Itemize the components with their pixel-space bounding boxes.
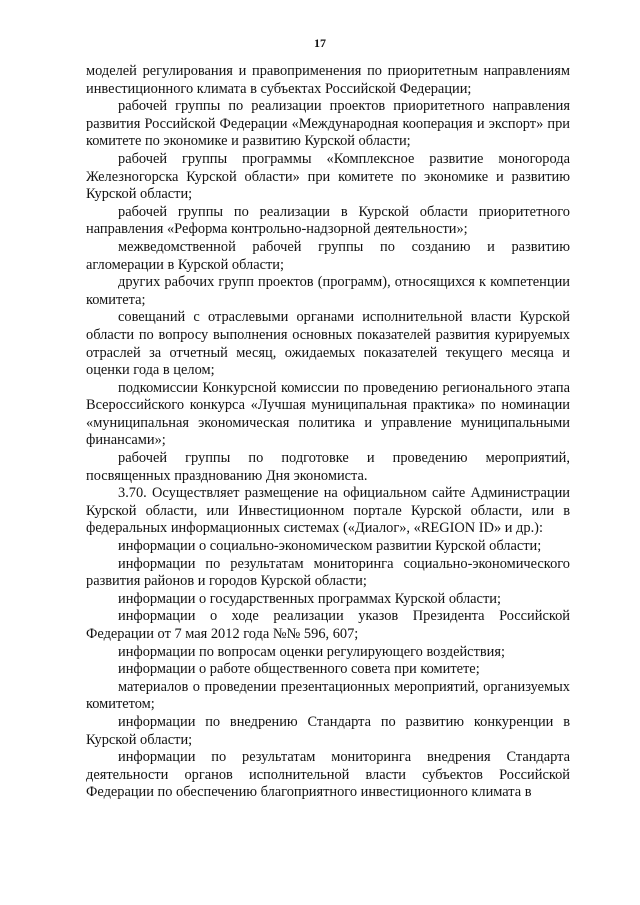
paragraph: информации о ходе реализации указов Президента Российской Федерации от 7 мая 2012 года №№ 596, 607; (86, 608, 570, 642)
paragraph: рабочей группы по реализации проектов приоритетного направления развития Российской Федерации «Международная кооперация и экспорт» при комитете по экономике и развитию Курской области; (86, 98, 570, 150)
paragraph: других рабочих групп проектов (программ), относящихся к компетенции комитета; (86, 274, 570, 308)
paragraph: моделей регулирования и правоприменения по приоритетным направлениям инвестиционного климата в субъектах Российской Федерации; (86, 63, 570, 97)
paragraph: информации о работе общественного совета при комитете; (118, 661, 480, 678)
page-number: 17 (314, 36, 326, 50)
paragraph: 3.70. Осуществляет размещение на официальном сайте Администрации Курской области, или Инвестиционном портале Курской области, или в федеральных информационных системах («Диалог», «REGION ID» и др.): (86, 485, 570, 537)
paragraph: информации по вопросам оценки регулирующего воздействия; (118, 643, 505, 660)
paragraph: рабочей группы программы «Комплексное развитие моногорода Железногорска Курской области» при комитете по экономике и развитию Курской области; (86, 150, 570, 203)
paragraph: подкомиссии Конкурсной комиссии по проведению регионального этапа Всероссийского конкурса «Лучшая муниципальная практика» по номинации «муниципальная экономическая политика и управление муниципальными финансами»; (86, 379, 570, 449)
paragraph: рабочей группы по подготовке и проведению мероприятий, посвященных празднованию Дня экономиста. (86, 450, 570, 484)
paragraph: информации по результатам мониторинга внедрения Стандарта деятельности органов исполнительной власти субъектов Российской Федерации по обеспечению благоприятного инвестиционного климата в (86, 749, 570, 801)
paragraph: информации по внедрению Стандарта по развитию конкуренции в Курской области; (86, 713, 570, 748)
paragraph: совещаний с отраслевыми органами исполнительной власти Курской области по вопросу выполнения основных показателей развития курируемых отраслей за отчетный месяц, ожидаемых показателей текущего месяца и оценки года в целом; (86, 309, 570, 379)
paragraph: межведомственной рабочей группы по созданию и развитию агломерации в Курской области; (86, 238, 570, 273)
paragraph: материалов о проведении презентационных мероприятий, организуемых комитетом; (86, 678, 570, 713)
paragraph: рабочей группы по реализации в Курской области приоритетного направления «Реформа контрольно-надзорной деятельности»; (86, 203, 570, 238)
paragraph: информации по результатам мониторинга социально-экономического развития районов и городов Курской области; (86, 555, 570, 590)
paragraph: информации о социально-экономическом развитии Курской области; (118, 538, 542, 555)
document-body (86, 63, 570, 802)
paragraph: информации о государственных программах Курской области; (118, 590, 501, 607)
